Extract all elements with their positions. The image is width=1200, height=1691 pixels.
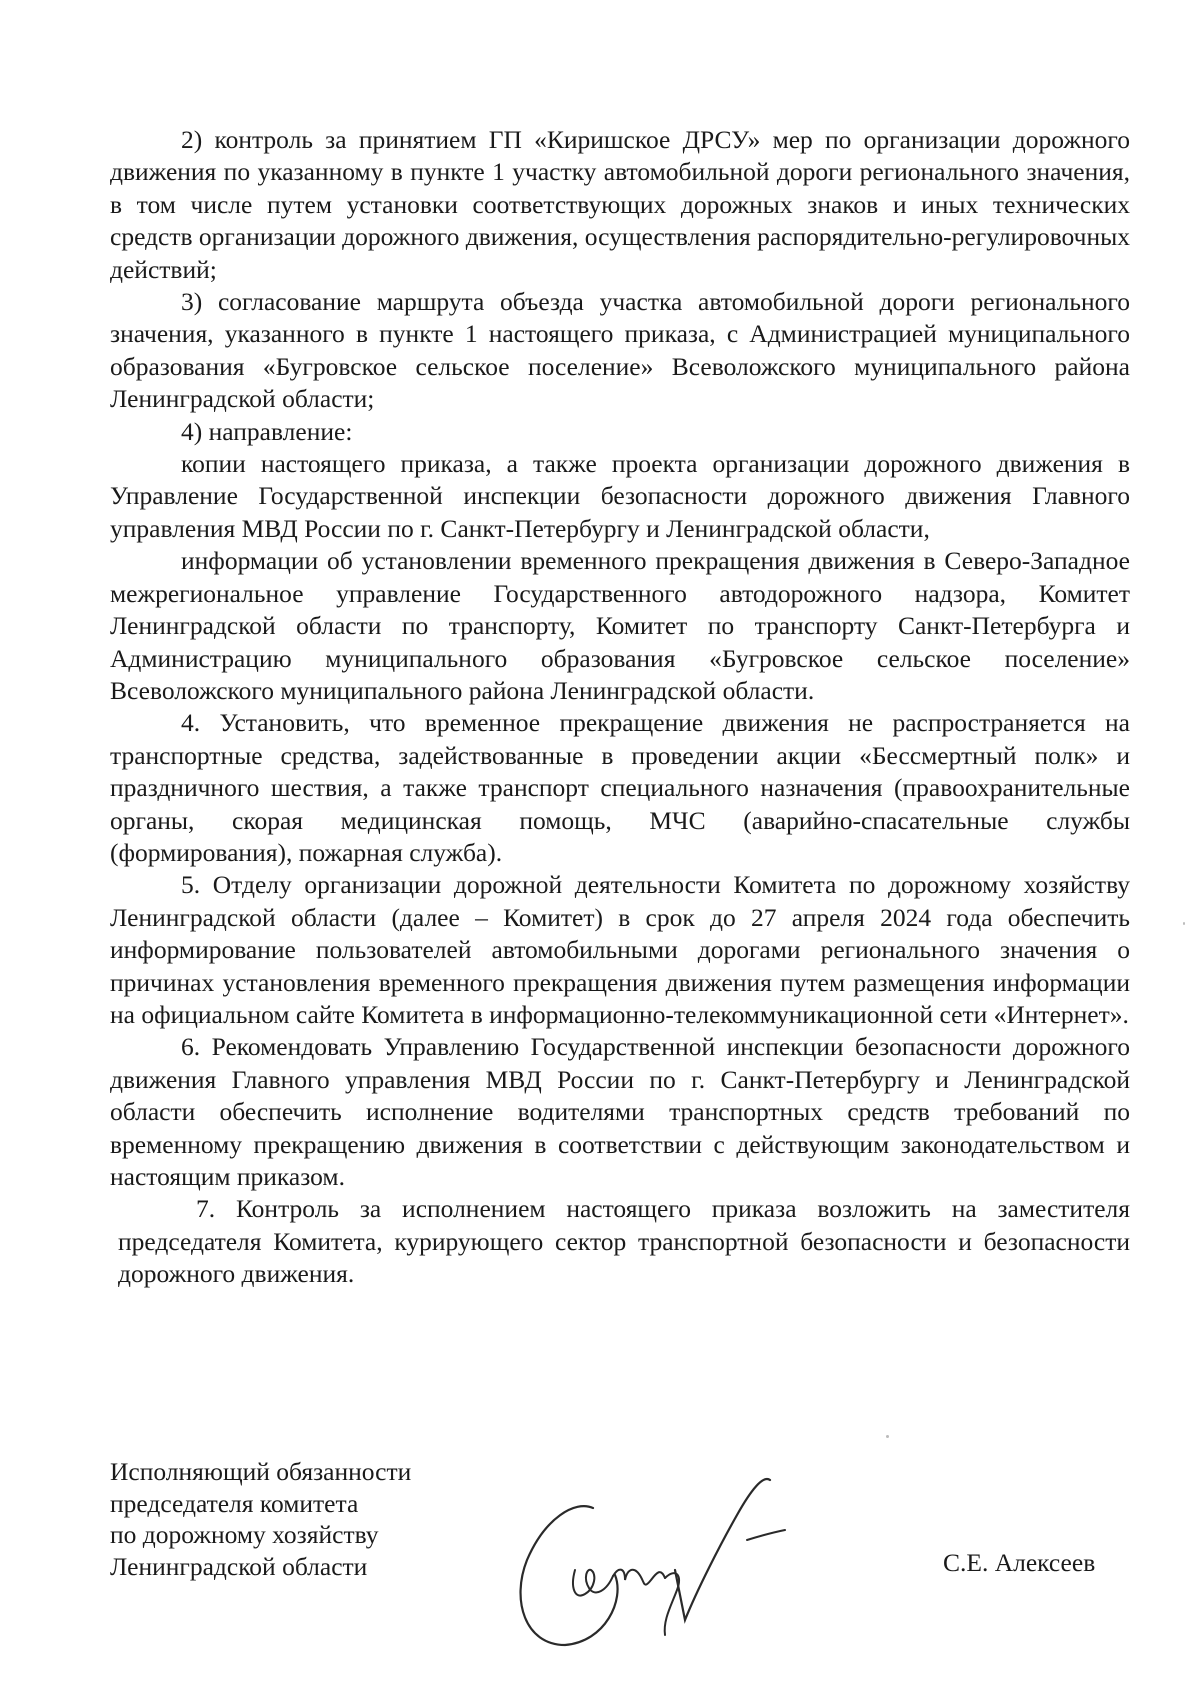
scan-speck <box>1183 922 1185 925</box>
position-line: Исполняющий обязанности <box>110 1457 412 1486</box>
signatory-position <box>110 1456 411 1582</box>
scan-speck <box>886 1435 889 1438</box>
paragraph-clause-4: 4. Установить, что временное прекращение движения не распространяется на транспортные средства, задействованные в проведении акции «Бессмертный полк» и праздничного шествия, а также транспорт специального назначения (правоохранительные органы, скорая медицинская помощь, МЧС (аварийно-спасательные службы (формирования), пожарная служба). <box>110 708 1130 867</box>
paragraph-item-3: 3) согласование маршрута объезда участка автомобильной дороги регионального значения, указанного в пункте 1 настоящего приказа, с Администрацией муниципального образования «Бугровское сельское поселение» Всеволожского муниципального района Ленинградской области; <box>110 287 1130 414</box>
paragraph-clause-6: 6. Рекомендовать Управлению Государственной инспекции безопасности дорожного движения Главного управления МВД России по г. Санкт-Петербургу и Ленинградской области обеспечить исполнение водителями транспортных средств требований по временному прекращению движения в соответствии с действующим законодательством и настоящим приказом. <box>110 1032 1130 1191</box>
handwritten-signature <box>515 1470 835 1690</box>
paragraph-item-2: 2) контроль за принятием ГП «Киришское ДРСУ» мер по организации дорожного движения по указанному в пункте 1 участку автомобильной дороги регионального значения, в том числе путем установки соответствующих дорожных знаков и иных технических средств организации дорожного движения, осуществления распорядительно-регулировочных действий; <box>110 125 1130 284</box>
signer-name: С.Е. Алексеев <box>943 1548 1096 1577</box>
position-line: по дорожному хозяйству <box>110 1520 379 1549</box>
paragraph-clause-7: 7. Контроль за исполнением настоящего приказа возложить на заместителя председателя Комитета, курирующего сектор транспортной безопасности и безопасности дорожного движения. <box>118 1194 1130 1289</box>
paragraph-information: информации об установлении временного прекращения движения в Северо-Западное межрегиональное управление Государственного автодорожного надзора, Комитет Ленинградской области по транспорту, Комитет по транспорту Санкт-Петербурга и Администрацию муниципального образования «Бугровское сельское поселение» Всеволожского муниципального района Ленинградской области. <box>110 546 1130 705</box>
paragraph-clause-5: 5. Отделу организации дорожной деятельности Комитета по дорожному хозяйству Ленинградской области (далее – Комитет) в срок до 27 апреля 2024 года обеспечить информирование пользователей автомобильными дорогами регионального значения о причинах установления временного прекращения движения путем размещения информации на официальном сайте Комитета в информационно-телекоммуникационной сети «Интернет». <box>110 870 1130 1029</box>
paragraph-item-4-heading: 4) направление: <box>181 416 353 446</box>
document-body <box>110 124 1130 1291</box>
paragraph-copies: копии настоящего приказа, а также проекта организации дорожного движения в Управление Государственной инспекции безопасности дорожного движения Главного управления МВД России по г. Санкт-Петербургу и Ленинградской области, <box>110 449 1130 543</box>
position-line: Ленинградской области <box>110 1551 368 1581</box>
position-line: председателя комитета <box>110 1488 359 1518</box>
